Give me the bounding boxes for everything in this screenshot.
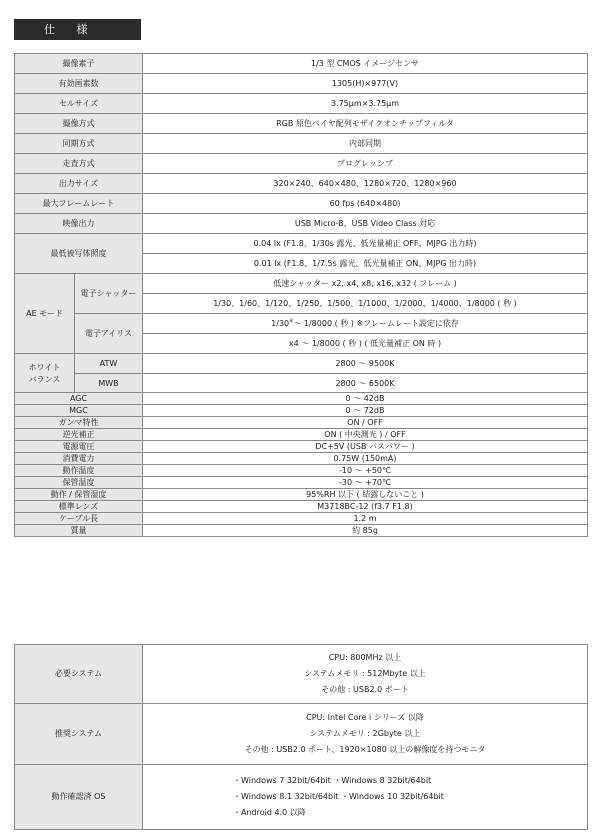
table-row [15, 645, 588, 704]
spec-title: 仕 様 [14, 19, 141, 40]
spec-label: 映像出力 [15, 214, 143, 234]
spec-label: 電源電圧 [15, 441, 143, 453]
table-row [15, 501, 588, 513]
table-row [15, 134, 588, 154]
spec-value: 内部同期 [143, 134, 588, 154]
spec-label: 同期方式 [15, 134, 143, 154]
spec-value: M3718BC-12 (f3.7 F1.8) [143, 501, 588, 513]
table-row [15, 174, 588, 194]
spec-label: AGC [15, 393, 143, 405]
spec-value: ON ( 中央測光 ) / OFF [143, 429, 588, 441]
table-row [15, 154, 588, 174]
table-row [15, 194, 588, 214]
table-row [15, 429, 588, 441]
table-row [15, 465, 588, 477]
table-row [15, 94, 588, 114]
shutter-value-2: 1/30、1/60、1/120、1/250、1/500、1/1000、1/2000、1/4000、1/8000 ( 秒 ) [143, 294, 588, 314]
iris-value-1: 1/30※～ 1/8000 ( 秒 ) ※フレームレート設定に依存 [143, 314, 588, 334]
iris-label: 電子アイリス [75, 314, 143, 354]
min-illum-label: 最低被写体照度 [15, 234, 143, 274]
atw-value: 2800 ～ 9500K [143, 354, 588, 374]
table-row [15, 74, 588, 94]
ae-wb-table [14, 273, 588, 394]
table-row [15, 513, 588, 525]
table-row [15, 274, 588, 294]
spec-label: 動作温度 [15, 465, 143, 477]
table-row [15, 354, 588, 374]
shutter-value-1: 低速シャッター x2, x4, x8, x16, x32 ( フレーム ) [143, 274, 588, 294]
required-system-value: CPU: 800MHz 以上 システムメモリ : 512Mbyte 以上 その他 : USB2.0 ポート [143, 645, 588, 704]
system-table [14, 644, 588, 830]
spec-label: 走査方式 [15, 154, 143, 174]
wb-label: ホワイト バランス [15, 354, 75, 394]
mwb-value: 2800 ～ 6500K [143, 374, 588, 394]
ae-mode-label: AE モード [15, 274, 75, 354]
spec-label: 保管温度 [15, 477, 143, 489]
spec-value: 0 ～ 42dB [143, 393, 588, 405]
spec-value: 1.2 m [143, 513, 588, 525]
table-row [15, 54, 588, 74]
spec-value: 1305(H)×977(V) [143, 74, 588, 94]
spec-value: 60 fps (640×480) [143, 194, 588, 214]
min-illum-value-1: 0.04 lx (F1.8、1/30s 露光、低光量補正 OFF、MJPG 出力時) [143, 234, 588, 254]
spec-label: 標準レンズ [15, 501, 143, 513]
table-row [15, 417, 588, 429]
spec-value: USB Micro-B、USB Video Class 対応 [143, 214, 588, 234]
spec-value: 0 ～ 72dB [143, 405, 588, 417]
table-row [15, 453, 588, 465]
spec-value: 320×240、640×480、1280×720、1280×960 [143, 174, 588, 194]
atw-label: ATW [75, 354, 143, 374]
spec-label: 消費電力 [15, 453, 143, 465]
table-row [15, 393, 588, 405]
table-row [15, 314, 588, 334]
spec-value: 約 85g [143, 525, 588, 537]
spec-value: RGB 原色ベイヤ配列モザイクオンチップフィルタ [143, 114, 588, 134]
table-row [15, 234, 588, 254]
required-system-label: 必要システム [15, 645, 143, 704]
spec-value: 3.75μm×3.75μm [143, 94, 588, 114]
table-row [15, 441, 588, 453]
mwb-label: MWB [75, 374, 143, 394]
spec-value: プログレッシブ [143, 154, 588, 174]
spec-label: 出力サイズ [15, 174, 143, 194]
spec-value: DC+5V (USB バスパワー ) [143, 441, 588, 453]
table-row [15, 405, 588, 417]
table-row [15, 704, 588, 765]
spec-label: MGC [15, 405, 143, 417]
os-value: ・Windows 7 32bit/64bit ・Windows 8 32bit/64bit ・Windows 8.1 32bit/64bit ・Windows 10 32bit/64bit ・Android 4.0 以降 [143, 765, 588, 830]
iris-value-2: x4 ～ 1/8000 ( 秒 ) ( 低光量補正 ON 時 ) [143, 334, 588, 354]
spec-label: 有効画素数 [15, 74, 143, 94]
table-row [15, 374, 588, 394]
table-row [15, 765, 588, 830]
table-row [15, 525, 588, 537]
min-illum-value-2: 0.01 lx (F1.8、1/7.5s 露光、低光量補正 ON、MJPG 出力時) [143, 254, 588, 274]
recommended-system-value: CPU: Intel Core i シリーズ 以降 システムメモリ : 2Gbyte 以上 その他 : USB2.0 ポート、1920×1080 以上の解像度を持つモニタ [143, 704, 588, 765]
spec-table-lower [14, 392, 588, 537]
os-label: 動作確認済 OS [15, 765, 143, 830]
table-row [15, 477, 588, 489]
spec-value: 0.75W (150mA) [143, 453, 588, 465]
spec-value: -30 ～ +70℃ [143, 477, 588, 489]
spec-value: ON / OFF [143, 417, 588, 429]
spec-label: ケーブル長 [15, 513, 143, 525]
recommended-system-label: 推奨システム [15, 704, 143, 765]
table-row [15, 489, 588, 501]
spec-label: 逆光補正 [15, 429, 143, 441]
spec-label: 質量 [15, 525, 143, 537]
table-row [15, 214, 588, 234]
spec-label: ガンマ特性 [15, 417, 143, 429]
spec-table [14, 53, 588, 274]
spec-label: 撮像素子 [15, 54, 143, 74]
shutter-label: 電子シャッター [75, 274, 143, 314]
spec-value: -10 ～ +50℃ [143, 465, 588, 477]
spec-value: 95%RH 以下 ( 結露しないこと ) [143, 489, 588, 501]
table-row [15, 114, 588, 134]
spec-value: 1/3 型 CMOS イメージセンサ [143, 54, 588, 74]
spec-label: 動作 / 保管湿度 [15, 489, 143, 501]
spec-label: 撮像方式 [15, 114, 143, 134]
spec-label: セルサイズ [15, 94, 143, 114]
spec-label: 最大フレームレート [15, 194, 143, 214]
